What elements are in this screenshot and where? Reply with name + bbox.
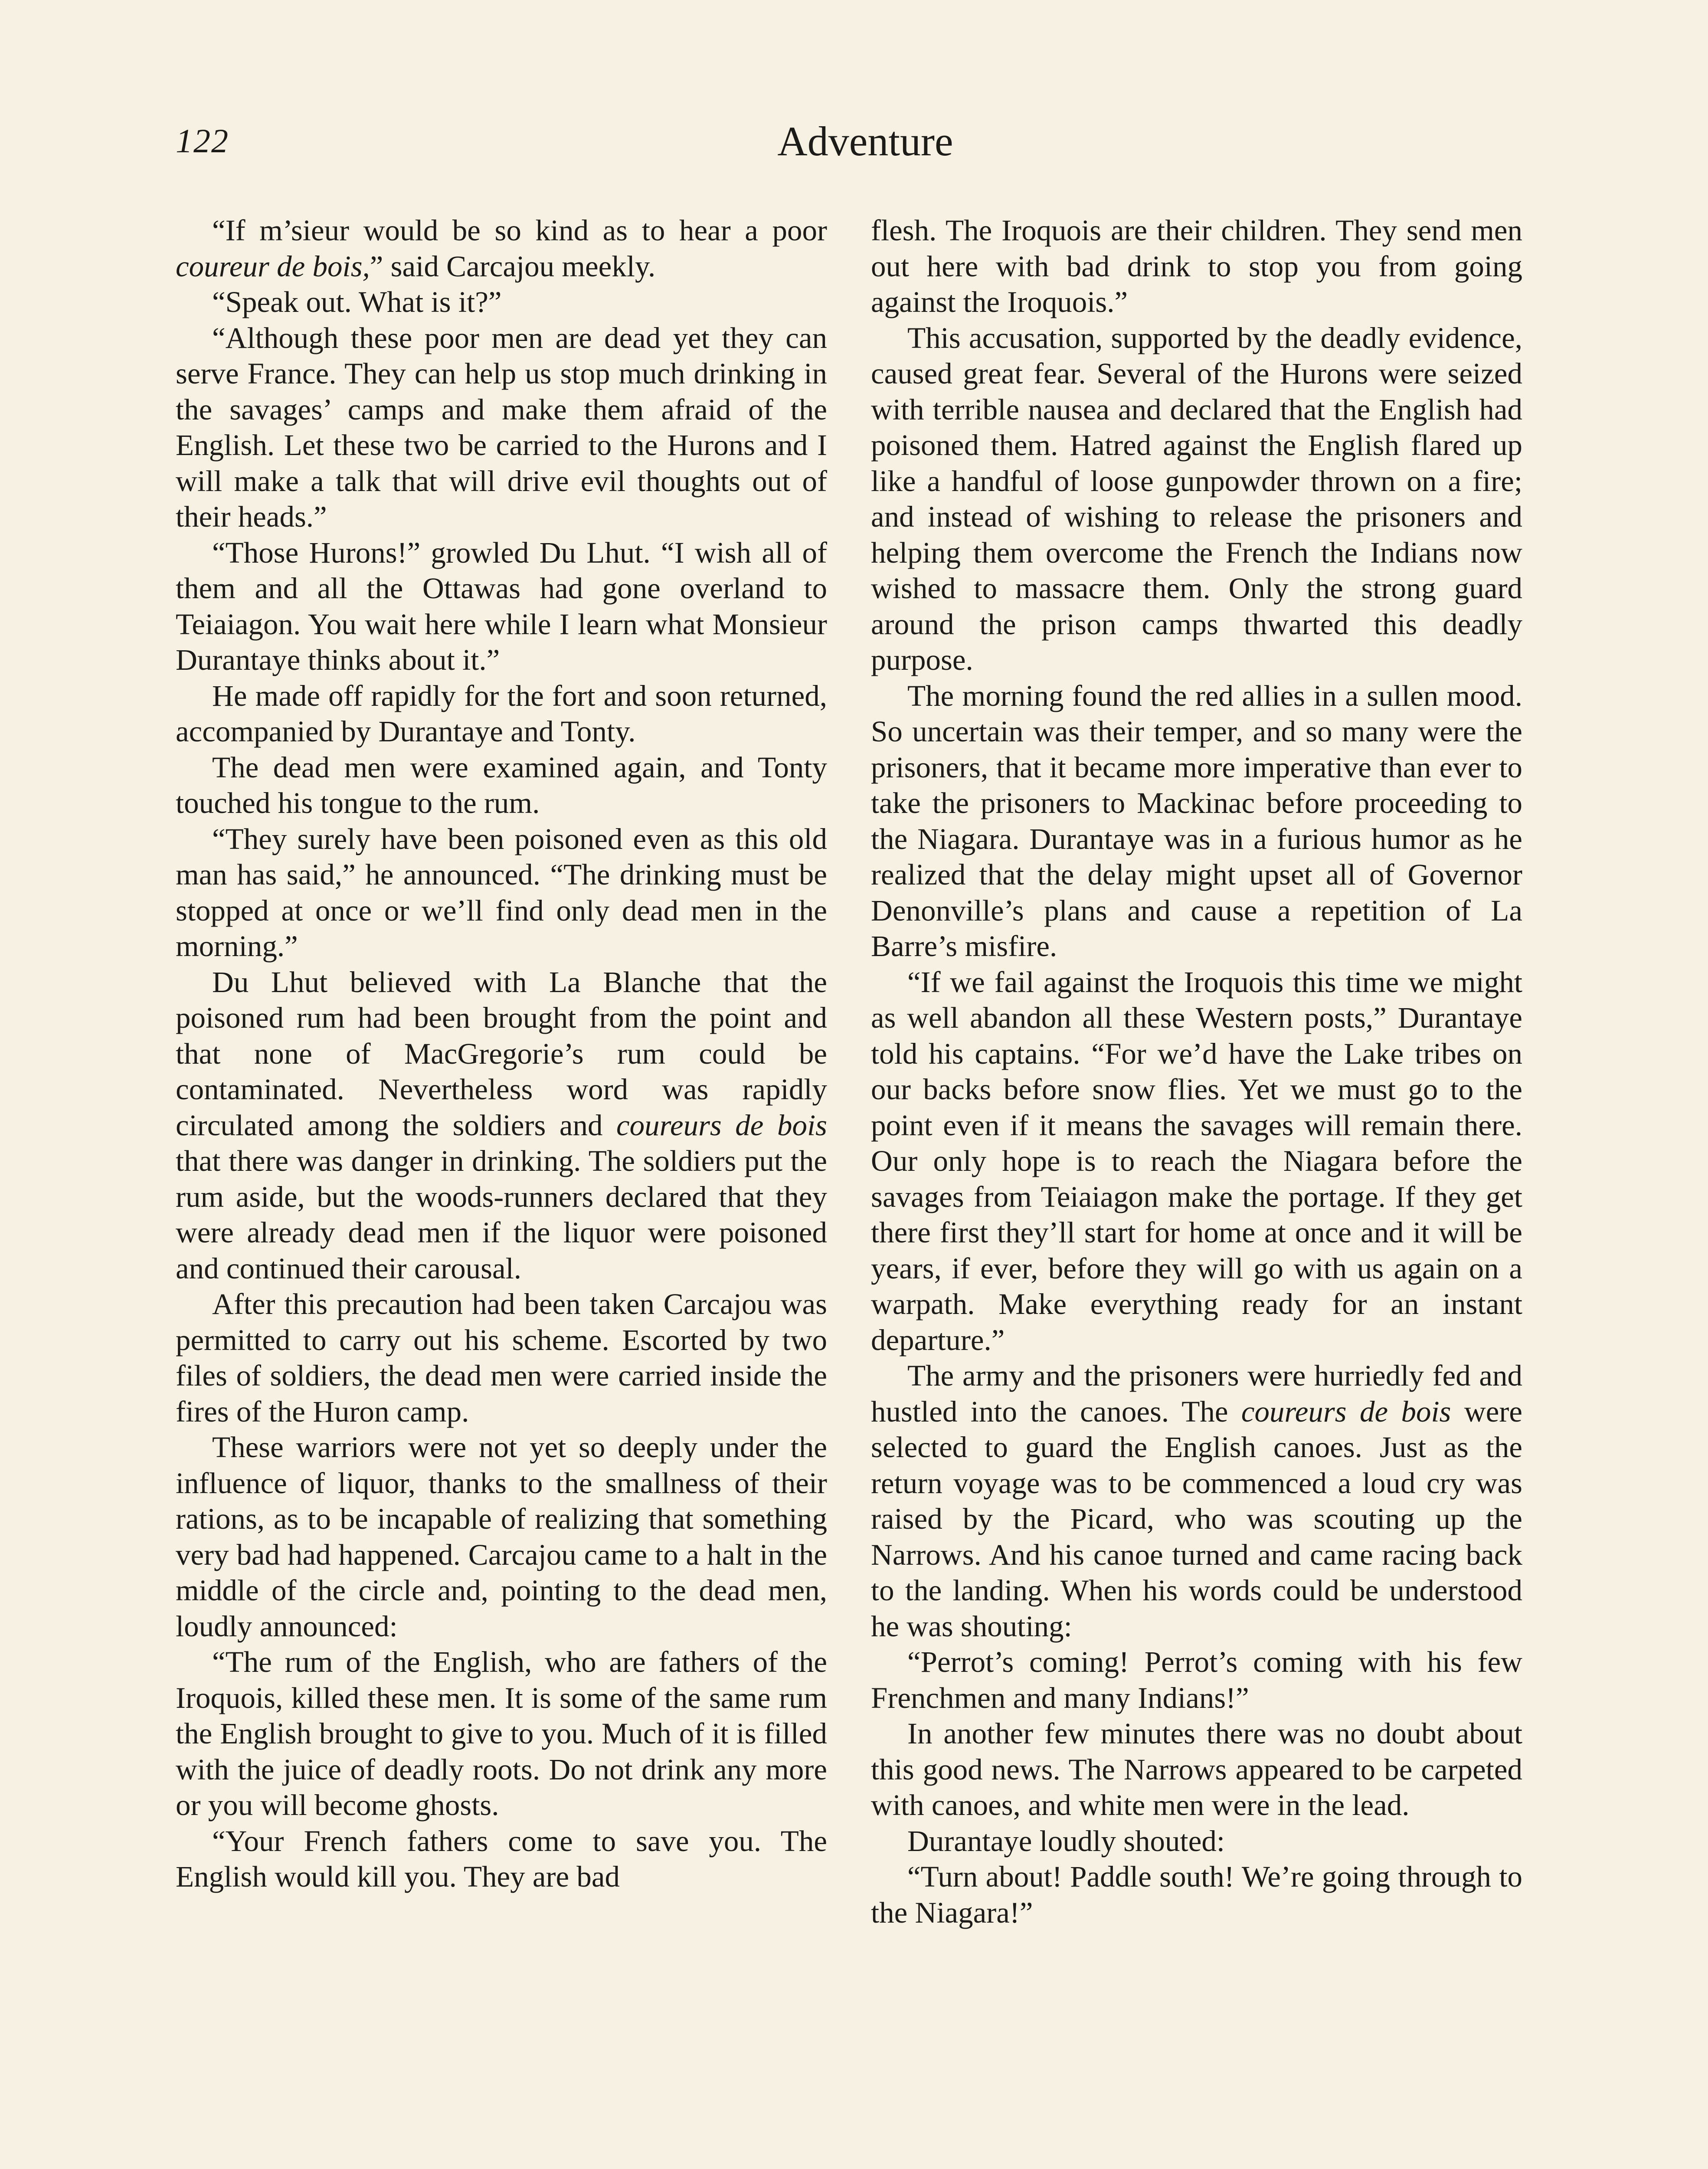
paragraph xyxy=(176,535,827,678)
text-run: In another few minutes there was no doubt about this good news. The Narrows appeared to be carpeted with canoes, and white men were in the lead. xyxy=(871,1717,1522,1822)
left-text-column xyxy=(176,213,827,1895)
text-run: The army and the prisoners were hurriedly fed and hustled into the canoes. The xyxy=(871,1359,1522,1428)
paragraph xyxy=(176,1286,827,1429)
text-run: “Turn about! Paddle south! We’re going through to the Niagara!” xyxy=(871,1860,1522,1929)
italic-text: coureurs de bois xyxy=(616,1108,827,1142)
paragraph xyxy=(176,964,827,1287)
paragraph xyxy=(871,1716,1522,1823)
page-header xyxy=(176,117,1555,174)
paragraph xyxy=(176,821,827,964)
page-number: 122 xyxy=(176,122,229,160)
text-run: “If we fail against the Iroquois this time we might as well abandon all these Western posts,” Durantaye told his captains. “For we’d have the Lake tribes on our backs before snow flies. Yet we must go to the point even if it means the savages will remain there. Our only hope is to reach the Niagara before the savages from Teiaiagon make the portage. If they get there first they’ll start for home at once and it will be years, if ever, before they will go with us again on a warpath. Make everything ready for an instant departure.” xyxy=(871,965,1522,1356)
text-run: These warriors were not yet so deeply under the influence of liquor, thanks to the smallness of their rations, as to be incapable of realizing that something very bad had happened. Carcajou came to a halt in the middle of the circle and, pointing to the dead men, loudly announced: xyxy=(176,1431,827,1643)
paragraph xyxy=(871,1358,1522,1644)
text-run: ” said Carcajou meekly. xyxy=(370,249,656,283)
right-text-column xyxy=(871,213,1522,1930)
text-run: “Perrot’s coming! Perrot’s coming with his few Frenchmen and many Indians!” xyxy=(871,1645,1522,1714)
paragraph xyxy=(176,1823,827,1895)
paragraph xyxy=(176,284,827,320)
paragraph xyxy=(871,678,1522,964)
paragraph xyxy=(871,1644,1522,1716)
text-run: He made off rapidly for the fort and soon returned, accompanied by Durantaye and Tonty. xyxy=(176,679,827,748)
magazine-title: Adventure xyxy=(777,118,953,164)
paragraph xyxy=(176,1429,827,1644)
text-run: that there was danger in drinking. The soldiers put the rum aside, but the woods-runners declared that they were already dead men if the liquor were poisoned and continued their carousal. xyxy=(176,1144,827,1285)
paragraph xyxy=(871,1859,1522,1930)
text-run: “Your French fathers come to save you. The English would kill you. They are bad xyxy=(176,1824,827,1893)
text-run: The dead men were examined again, and Tonty touched his tongue to the rum. xyxy=(176,750,827,819)
text-run: “Speak out. What is it?” xyxy=(212,285,502,318)
text-run: “If m’sieur would be so kind as to hear a poor xyxy=(212,214,827,247)
paragraph xyxy=(871,1823,1522,1859)
paragraph xyxy=(176,678,827,750)
text-run: Du Lhut believed with La Blanche that the poisoned rum had been brought from the point and that none of MacGregorie’s rum could be contaminated. Nevertheless word was rapidly circulated among the soldiers and xyxy=(176,965,827,1142)
text-run: “The rum of the English, who are fathers of the Iroquois, killed these men. It is some of the same rum the English brought to give to you. Much of it is filled with the juice of deadly roots. Do not drink any more or you will become ghosts. xyxy=(176,1645,827,1822)
paragraph xyxy=(176,320,827,535)
paragraph xyxy=(176,213,827,284)
italic-text: coureur de bois, xyxy=(176,249,370,283)
text-run: were selected to guard the English canoes. Just as the return voyage was to be commenced a loud cry was raised by the Picard, who was scouting up the Narrows. And his canoe turned and came racing back to the landing. When his words could be understood he was shouting: xyxy=(871,1395,1522,1643)
paragraph xyxy=(871,964,1522,1358)
text-run: “Although these poor men are dead yet they can serve France. They can help us stop much drinking in the savages’ camps and make them afraid of the English. Let these two be carried to the Hurons and I will make a talk that will drive evil thoughts out of their heads.” xyxy=(176,321,827,533)
text-run: “They surely have been poisoned even as this old man has said,” he announced. “The drinking must be stopped at once or we’ll find only dead men in the morning.” xyxy=(176,822,827,963)
text-run: flesh. The Iroquois are their children. They send men out here with bad drink to stop you from going against the Iroquois.” xyxy=(871,214,1522,318)
text-run: This accusation, supported by the deadly evidence, caused great fear. Several of the Hurons were seized with terrible nausea and declared that the English had poisoned them. Hatred against the English flared up like a handful of loose gunpowder thrown on a fire; and instead of wishing to release the prisoners and helping them overcome the French the Indians now wished to massacre them. Only the strong guard around the prison camps thwarted this deadly purpose. xyxy=(871,321,1522,676)
paragraph xyxy=(871,213,1522,320)
text-run: Durantaye loudly shouted: xyxy=(907,1824,1225,1858)
paragraph xyxy=(176,1644,827,1823)
paragraph xyxy=(871,320,1522,678)
text-run: After this precaution had been taken Carcajou was permitted to carry out his scheme. Escorted by two files of soldiers, the dead men were carried inside the fires of the Huron camp. xyxy=(176,1288,827,1428)
text-run: The morning found the red allies in a sullen mood. So uncertain was their temper, and so many were the prisoners, that it became more imperative than ever to take the prisoners to Mackinac before proceeding to the Niagara. Durantaye was in a furious humor as he realized that the delay might upset all of Governor Denonville’s plans and cause a repetition of La Barre’s misfire. xyxy=(871,679,1522,963)
text-run: “Those Hurons!” growled Du Lhut. “I wish all of them and all the Ottawas had gone overland to Teiaiagon. You wait here while I learn what Monsieur Durantaye thinks about it.” xyxy=(176,536,827,676)
paragraph xyxy=(176,750,827,821)
italic-text: coureurs de bois xyxy=(1241,1395,1451,1428)
